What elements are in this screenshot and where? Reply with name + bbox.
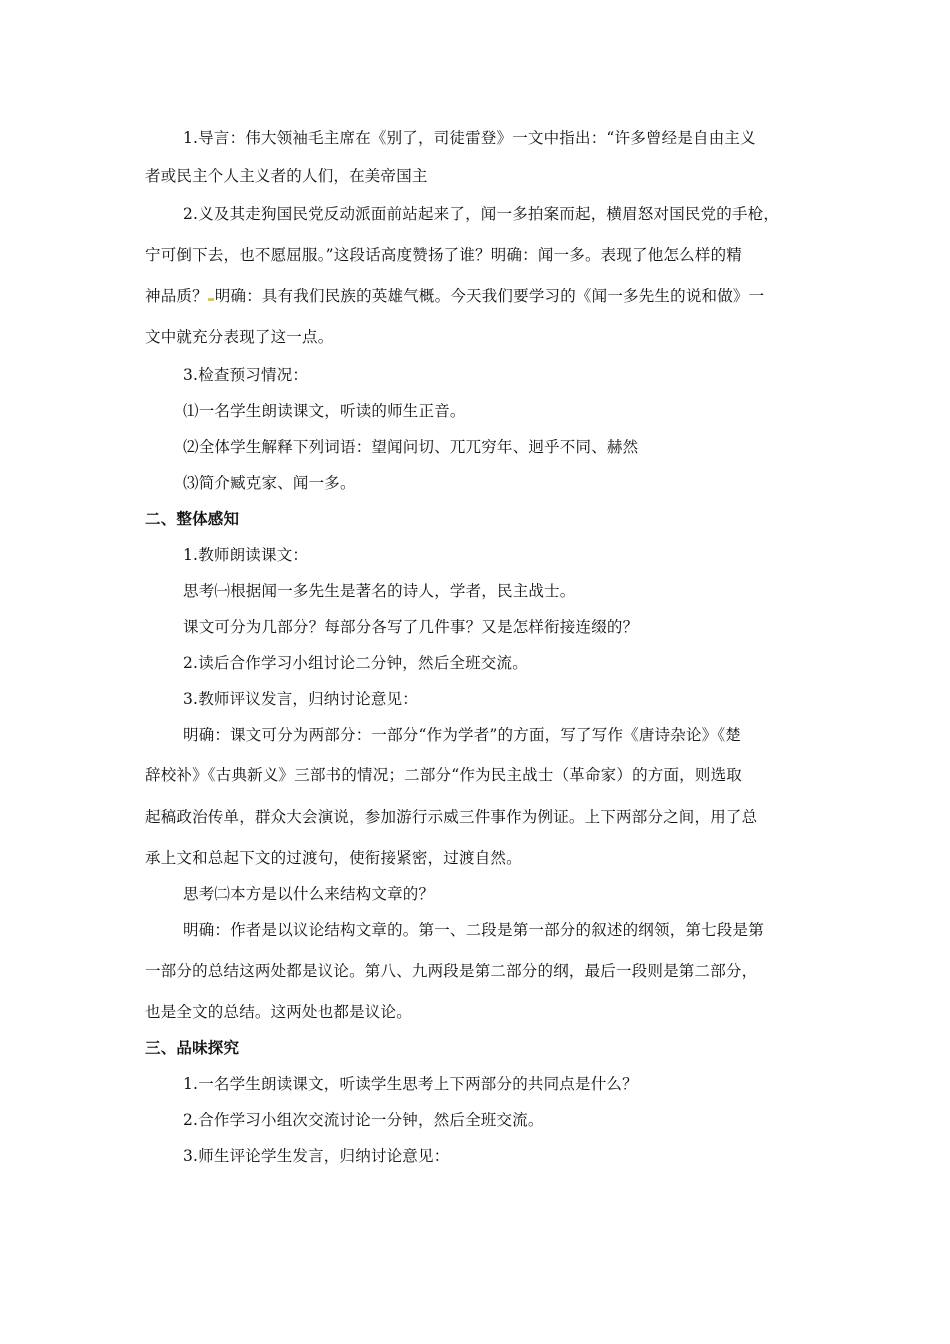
s2-item-3: 3.教师评议发言，归纳讨论意见： — [183, 690, 418, 708]
para2-line-3-a: 神品质？ — [145, 287, 208, 305]
intro-line-2: 者或民主个人主义者的人们，在美帝国主 — [145, 167, 428, 185]
s2-think-2: 思考㈡本方是以什么来结构文章的？ — [183, 885, 435, 903]
s2-answer2-line-3: 也是全文的总结。这两处也都是议论。 — [145, 1003, 412, 1021]
s2-answer-line-1: 明确：课文可分为两部分：一部分“作为学者”的方面，写了写作《唐诗杂论》《楚 — [183, 726, 742, 744]
para2-line-2: 宁可倒下去，也不愿屈服。”这段话高度赞扬了谁？明确：闻一多。表现了他怎么样的精 — [145, 246, 742, 264]
s3-item-2: 2.合作学习小组次交流讨论一分钟，然后全班交流。 — [183, 1111, 544, 1129]
check-preview: 3.检查预习情况： — [183, 366, 309, 384]
s2-answer-line-2: 辞校补》《古典新义》三部书的情况；二部分“作为民主战士（革命家）的方面，则选取 — [145, 766, 742, 784]
check-item-3: ⑶简介臧克家、闻一多。 — [183, 474, 356, 492]
s2-think-1: 思考㈠根据闻一多先生是著名的诗人，学者，民主战士。 — [183, 582, 576, 600]
s2-answer-line-3: 起稿政治传单，群众大会演说，参加游行示威三件事作为例证。上下两部分之间，用了总 — [145, 808, 758, 826]
para2-line-3 — [145, 285, 764, 307]
para2-line-3-b: 明确：具有我们民族的英雄气概。今天我们要学习的《闻一多先生的说和做》一 — [214, 287, 765, 305]
comment-mark — [208, 298, 214, 301]
section-heading-3: 三、品味探究 — [145, 1038, 240, 1057]
s3-item-1: 1.一名学生朗读课文，听读学生思考上下两部分的共同点是什么？ — [183, 1075, 638, 1093]
check-item-1: ⑴一名学生朗读课文，听读的师生正音。 — [183, 402, 466, 420]
s2-item-1: 1.教师朗读课文： — [183, 546, 309, 564]
s2-answer2-line-2: 一部分的总结这两处都是议论。第八、九两段是第二部分的纲，最后一段则是第二部分， — [145, 962, 758, 980]
s2-answer-line-4: 承上文和总起下文的过渡句，使衔接紧密，过渡自然。 — [145, 849, 522, 867]
para2-line-4: 文中就充分表现了这一点。 — [145, 328, 334, 346]
s2-answer2-line-1: 明确：作者是以议论结构文章的。第一、二段是第一部分的叙述的纲领，第七段是第 — [183, 921, 764, 939]
para2-line-1: 2.义及其走狗国民党反动派面前站起来了，闻一多拍案而起，横眉怒对国民党的手枪， — [183, 205, 780, 223]
s2-item-2: 2.读后合作学习小组讨论二分钟，然后全班交流。 — [183, 654, 528, 672]
section-heading-2: 二、整体感知 — [145, 509, 240, 528]
s2-question: 课文可分为几部分？每部分各写了几件事？又是怎样衔接连缀的？ — [183, 618, 639, 636]
s3-item-3: 3.师生评论学生发言，归纳讨论意见： — [183, 1147, 450, 1165]
check-item-2: ⑵全体学生解释下列词语：望闻问切、兀兀穷年、迥乎不同、赫然 — [183, 438, 639, 456]
intro-line-1: 1.导言：伟大领袖毛主席在《别了，司徒雷登》一文中指出：“许多曾经是自由主义 — [183, 129, 756, 147]
